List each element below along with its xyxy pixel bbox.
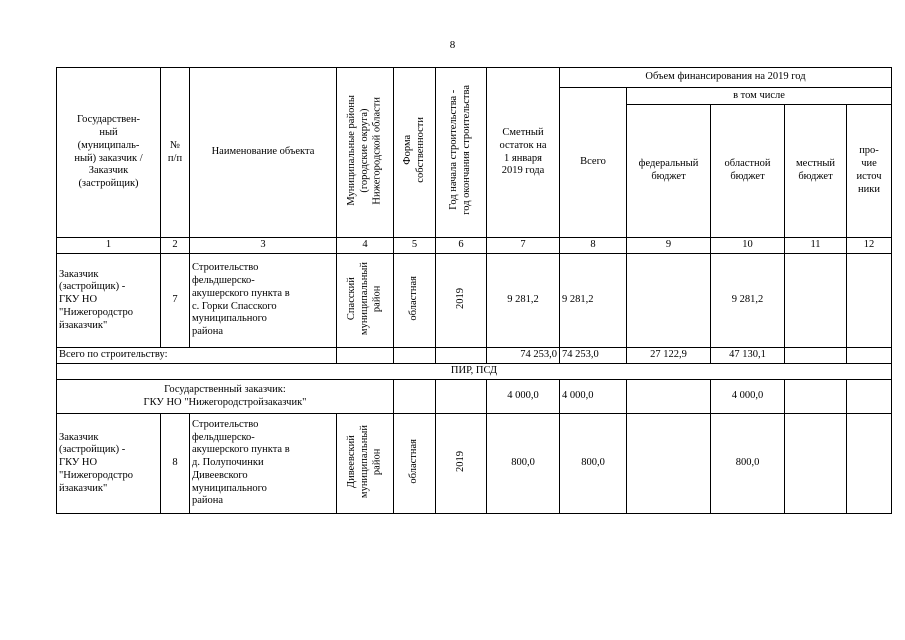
ownership: областная — [408, 438, 420, 484]
object-name: Строительство фельдшерско- акушерского пункта в с. Горки Спасского муниципального района — [190, 254, 337, 348]
other-value — [847, 414, 892, 514]
state-customer-row — [57, 380, 892, 414]
empty-cell — [785, 348, 847, 364]
col-number: 9 — [627, 238, 711, 254]
header-years: Год начала строительства - год окончания строительства — [448, 85, 472, 215]
year-cell — [436, 254, 487, 348]
empty-cell — [394, 348, 436, 364]
header-funding: Объем финансирования на 2019 год — [560, 68, 892, 88]
subtotal-regional: 47 130,1 — [711, 348, 785, 364]
state-customer-label: Государственный заказчик: ГКУ НО "Нижегородстройзаказчик" — [57, 380, 394, 414]
empty-cell — [394, 380, 436, 414]
col-number: 3 — [190, 238, 337, 254]
ownership-cell — [394, 254, 436, 348]
year-cell — [436, 414, 487, 514]
header-object-name: Наименование объекта — [190, 68, 337, 238]
col-number: 11 — [785, 238, 847, 254]
header-including: в том числе — [627, 88, 892, 105]
local-value — [785, 414, 847, 514]
remainder-value: 9 281,2 — [487, 254, 560, 348]
year: 2019 — [454, 287, 466, 309]
total-value: 9 281,2 — [560, 254, 627, 348]
customer-cell: Заказчик (застройщик) - ГКУ НО "Нижегородстро йзаказчик" — [57, 414, 161, 514]
header-row-1 — [57, 68, 892, 88]
header-number: № п/п — [161, 68, 190, 238]
header-local: местный бюджет — [785, 105, 847, 238]
subtotal-remainder: 74 253,0 — [487, 348, 560, 364]
header-district-cell — [337, 68, 394, 238]
table-row — [57, 254, 892, 348]
district: Спасский муниципальный район — [345, 261, 383, 335]
page-number: 8 — [449, 39, 456, 51]
table-row — [57, 414, 892, 514]
local-value — [785, 254, 847, 348]
empty-cell — [847, 380, 892, 414]
financing-table — [56, 67, 892, 514]
remainder-value: 800,0 — [487, 414, 560, 514]
column-numbers-row — [57, 238, 892, 254]
empty-cell — [847, 348, 892, 364]
state-customer-total: 4 000,0 — [560, 380, 627, 414]
col-number: 7 — [487, 238, 560, 254]
col-number: 5 — [394, 238, 436, 254]
customer-cell: Заказчик (застройщик) - ГКУ НО "Нижегородстро йзаказчик" — [57, 254, 161, 348]
header-regional: областной бюджет — [711, 105, 785, 238]
header-years-cell — [436, 68, 487, 238]
empty-cell — [785, 380, 847, 414]
empty-cell — [337, 348, 394, 364]
col-number: 1 — [57, 238, 161, 254]
col-number: 8 — [560, 238, 627, 254]
district-cell — [337, 414, 394, 514]
header-district: Муниципальные районы (городские округа) Нижегородской области — [345, 94, 383, 206]
empty-cell — [436, 380, 487, 414]
empty-cell — [436, 348, 487, 364]
col-number: 4 — [337, 238, 394, 254]
section-title: ПИР, ПСД — [57, 364, 892, 380]
col-number: 6 — [436, 238, 487, 254]
row-number: 8 — [161, 414, 190, 514]
state-customer-regional: 4 000,0 — [711, 380, 785, 414]
state-customer-remainder: 4 000,0 — [487, 380, 560, 414]
header-remainder: Сметный остаток на 1 января 2019 года — [487, 68, 560, 238]
col-number: 2 — [161, 238, 190, 254]
subtotal-federal: 27 122,9 — [627, 348, 711, 364]
header-total: Всего — [560, 88, 627, 238]
ownership-cell — [394, 414, 436, 514]
regional-value: 9 281,2 — [711, 254, 785, 348]
subtotal-row — [57, 348, 892, 364]
regional-value: 800,0 — [711, 414, 785, 514]
object-name: Строительство фельдшерско- акушерского пункта в д. Полупочинки Дивеевского муниципального района — [190, 414, 337, 514]
federal-value — [627, 254, 711, 348]
other-value — [847, 254, 892, 348]
header-customer: Государствен- ный (муниципаль- ный) заказчик / Заказчик (застройщик) — [57, 68, 161, 238]
year: 2019 — [454, 450, 466, 472]
header-federal: федеральный бюджет — [627, 105, 711, 238]
col-number: 10 — [711, 238, 785, 254]
subtotal-label: Всего по строительству: — [57, 348, 337, 364]
subtotal-total: 74 253,0 — [560, 348, 627, 364]
total-value: 800,0 — [560, 414, 627, 514]
ownership: областная — [408, 275, 420, 321]
district: Дивеевский муниципальный район — [345, 424, 383, 498]
district-cell — [337, 254, 394, 348]
header-ownership-cell — [394, 68, 436, 238]
header-other: про- чие источ ники — [847, 105, 892, 238]
section-row — [57, 364, 892, 380]
col-number: 12 — [847, 238, 892, 254]
row-number: 7 — [161, 254, 190, 348]
empty-cell — [627, 380, 711, 414]
header-ownership: Форма собственности — [401, 117, 426, 183]
federal-value — [627, 414, 711, 514]
